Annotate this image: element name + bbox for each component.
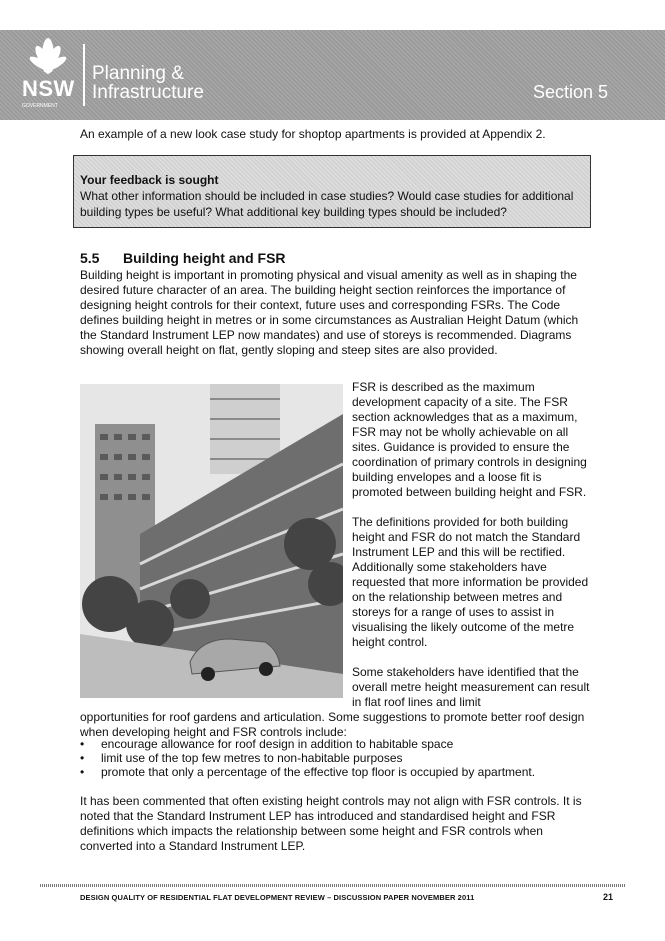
- organisation-name: [92, 64, 204, 102]
- intro-text: An example of a new look case study for shoptop apartments is provided at Appendix 2.: [80, 127, 546, 141]
- org-line-2: Infrastructure: [92, 82, 204, 103]
- page-header: [0, 30, 665, 120]
- section-number: 5.5: [80, 250, 100, 266]
- paragraph-fsr: FSR is described as the maximum development capacity of a site. The FSR section acknowledges that as a maximum, FSR may not be wholly achievable on all sites. Guidance is provided to ensure the coordination of primary controls in designing building envelopes and a loose fit is promoted between building height and FSR.: [352, 380, 587, 499]
- feedback-box: [73, 155, 591, 228]
- logo-subtext: GOVERNMENT: [22, 103, 58, 109]
- bullet-icon: •: [80, 765, 85, 779]
- paragraph-definitions: The definitions provided for both building height and FSR do not match the Standard Instrument LEP and this will be rectified. Additionally some stakeholders have requested that more information be provided on the relationship between metres and storeys for a range of uses to assist in visualising the likely outcome of the metre height control.: [352, 515, 589, 649]
- list-item: • limit use of the top few metres to non-habitable purposes: [80, 751, 403, 765]
- logo-text: NSW: [22, 76, 75, 101]
- right-column-text: [352, 380, 592, 725]
- section-title: Building height and FSR: [123, 250, 286, 266]
- paragraph-height-controls: It has been commented that often existing height controls may not align with FSR controls. It is noted that the Standard Instrument LEP has introduced and standardised height and FSR definitions which impacts the relationship between some height and FSR controls when converted into a Standard Instrument LEP.: [80, 794, 582, 853]
- feedback-body: What other information should be included in case studies? Would case studies for additional building types be useful? What additional key building types should be included?: [80, 189, 574, 219]
- footer-divider: [40, 884, 625, 887]
- paragraph-stakeholders: Some stakeholders have identified that the overall metre height measurement can result in flat roof lines and limit: [352, 665, 590, 709]
- list-item: • promote that only a percentage of the effective top floor is occupied by apartment.: [80, 765, 536, 779]
- waratah-logo-icon: [22, 36, 74, 80]
- org-line-1: Planning &: [92, 63, 184, 84]
- building-photo: [80, 384, 343, 698]
- section-label: Section 5: [532, 82, 608, 102]
- paragraph-building-height: Building height is important in promoting physical and visual amenity as well as in shaping the desired future character of an area. The building height section reinforces the importance of designing height controls for their context, future uses and corresponding FSRs. The Code defines building height in metres or in some circumstances as Australian Height Datum (which the Standard Instrument LEP now mandates) and use of storeys is recommended. Diagrams showing overall height on flat, gently sloping and steep sites are also provided.: [80, 268, 579, 357]
- bullet-icon: •: [80, 737, 85, 751]
- feedback-title: Your feedback is sought: [80, 173, 219, 187]
- page-number: 21: [603, 892, 614, 902]
- list-item: • encourage allowance for roof design in addition to habitable space: [80, 737, 454, 751]
- section-heading: [80, 250, 286, 266]
- apartment-street-image: [80, 384, 343, 698]
- footer-title: DESIGN QUALITY OF RESIDENTIAL FLAT DEVELOPMENT REVIEW – DISCUSSION PAPER NOVEMBER 2011: [80, 893, 475, 902]
- suggestion-list: [80, 737, 590, 779]
- paragraph-roof-design: opportunities for roof gardens and articulation. Some suggestions to promote better roof design when developing height and FSR controls include:: [80, 710, 585, 739]
- bullet-icon: •: [80, 751, 85, 765]
- logo-divider: [83, 44, 85, 106]
